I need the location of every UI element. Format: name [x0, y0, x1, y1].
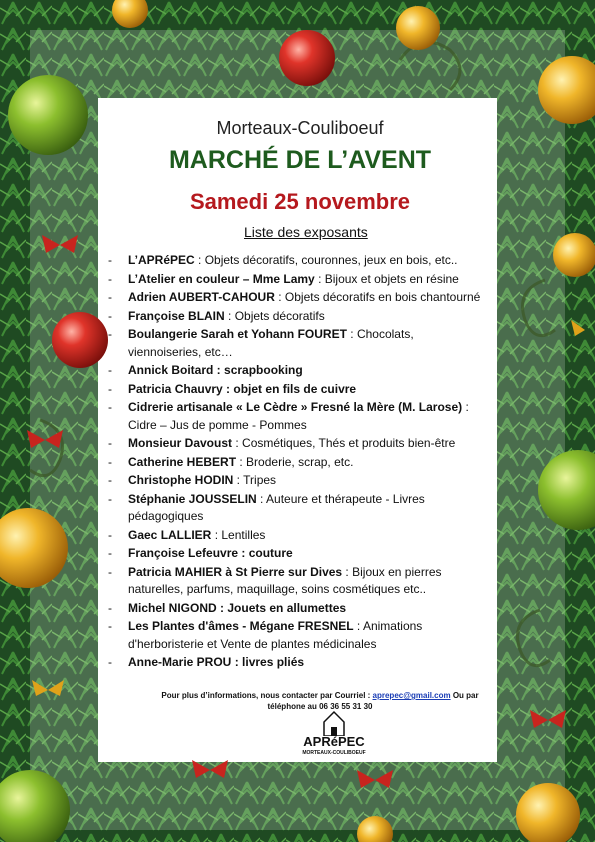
- exhibitor-separator: :: [213, 363, 225, 377]
- exhibitor-name: Monsieur Davoust: [128, 436, 233, 450]
- exhibitor-separator: :: [233, 473, 244, 487]
- exhibitor-name: Cidrerie artisanale « Le Cèdre » Fresné la Mère (M. Larose): [128, 400, 463, 414]
- town-name: Morteaux-Couliboeuf: [216, 118, 384, 138]
- exhibitor-description: Jouets en allumettes: [227, 600, 347, 615]
- exhibitor-item: [108, 362, 490, 380]
- contact-prefix: Pour plus d’informations, nous contacter par Courriel :: [161, 691, 373, 700]
- exhibitor-name: Boulangerie Sarah et Yohann FOURET: [128, 327, 347, 341]
- exhibitor-name: L’Atelier en couleur – Mme Lamy: [128, 271, 315, 286]
- exhibitor-item: [108, 600, 490, 618]
- exhibitor-description: Auteure et thérapeute - Livres pédagogiques: [128, 491, 425, 523]
- exhibitor-separator: :: [314, 271, 325, 286]
- exhibitor-name: Stéphanie JOUSSELIN: [128, 491, 257, 506]
- exhibitor-separator: :: [353, 619, 363, 633]
- exhibitor-item: [108, 654, 490, 672]
- exhibitor-separator: :: [231, 655, 243, 669]
- exhibitor-item: [108, 491, 490, 526]
- exhibitor-separator: :: [194, 253, 205, 267]
- exhibitor-name: Anne-Marie PROU: [128, 655, 232, 669]
- exhibitor-separator: :: [222, 381, 234, 396]
- exhibitor-item: [108, 326, 490, 361]
- exhibitor-name: Adrien AUBERT-CAHOUR: [128, 290, 275, 304]
- exhibitor-name: Catherine HEBERT: [128, 454, 237, 469]
- exhibitor-description: Objets décoratifs, couronnes, jeux en bois, etc..: [204, 253, 458, 267]
- exhibitor-name: Gaec LALLIER: [128, 527, 212, 542]
- exhibitor-separator: :: [274, 290, 285, 304]
- exhibitor-item: [108, 308, 490, 326]
- exhibitor-list-title: Liste des exposants: [244, 224, 368, 240]
- exhibitor-description: Bijoux en pierres naturelles, parfums, maquillage, soins cosmétiques etc..: [128, 564, 442, 596]
- exhibitor-description: Cosmétiques, Thés et produits bien-être: [242, 436, 456, 450]
- exhibitor-item: [108, 252, 490, 270]
- exhibitor-separator: :: [216, 600, 228, 615]
- exhibitor-item: [108, 527, 490, 545]
- contact-phone: Ou par téléphone au 06 36 55 31 30: [267, 691, 479, 711]
- exhibitor-name: Françoise BLAIN: [128, 308, 225, 323]
- exhibitor-item: [108, 399, 490, 434]
- exhibitor-description: Lentilles: [221, 527, 266, 542]
- exhibitor-item: [108, 545, 490, 563]
- exhibitor-separator: :: [224, 308, 235, 323]
- exhibitor-item: [108, 618, 490, 653]
- logo-subtitle: MORTEAUX-COULIBOEUF: [302, 750, 366, 756]
- exhibitor-item: [108, 435, 490, 453]
- contact-info: [150, 690, 490, 712]
- logo-wordmark: APRéPEC: [303, 734, 365, 749]
- exhibitor-description: objet en fils de cuivre: [233, 381, 357, 396]
- exhibitor-separator: :: [238, 546, 249, 560]
- exhibitor-name: Patricia Chauvry: [128, 381, 223, 396]
- exhibitor-description: Broderie, scrap, etc.: [246, 454, 354, 469]
- exhibitor-description: couture: [248, 546, 293, 560]
- exhibitor-description: Objets décoratifs en bois chantourné: [284, 290, 481, 304]
- exhibitor-description: Cidre – Jus de pomme - Pommes: [128, 417, 307, 432]
- exhibitor-description: Tripes: [243, 473, 277, 487]
- exhibitor-item: [108, 472, 490, 490]
- exhibitor-name: Françoise Lefeuvre: [128, 546, 239, 560]
- house-logo-icon: [294, 710, 374, 736]
- exhibitor-name: Michel NIGOND: [128, 600, 217, 615]
- exhibitor-separator: :: [462, 400, 469, 414]
- exhibitor-item: [108, 454, 490, 472]
- exhibitor-description: Animations d'herboristerie et Vente de plantes médicinales: [128, 619, 423, 651]
- exhibitor-name: Les Plantes d'âmes - Mégane FRESNEL: [128, 619, 354, 633]
- exhibitor-separator: :: [211, 527, 222, 542]
- exhibitor-description: Bijoux et objets en résine: [324, 271, 459, 286]
- association-logo: [294, 710, 374, 760]
- event-title: MARCHÉ DE L’AVENT: [168, 146, 432, 174]
- exhibitor-separator: :: [236, 454, 247, 469]
- exhibitor-separator: :: [256, 491, 267, 506]
- event-date: Samedi 25 novembre: [189, 189, 411, 214]
- exhibitor-description: livres pliés: [242, 655, 305, 669]
- exhibitor-item: [108, 289, 490, 307]
- exhibitor-list: [108, 252, 490, 673]
- exhibitor-item: [108, 271, 490, 289]
- exhibitor-name: Patricia MAHIER à St Pierre sur Dives: [128, 564, 343, 579]
- exhibitor-description: Chocolats, viennoiseries, etc…: [128, 327, 414, 359]
- exhibitor-separator: :: [342, 564, 353, 579]
- exhibitor-item: [108, 381, 490, 399]
- exhibitor-description: Objets décoratifs: [234, 308, 325, 323]
- exhibitor-name: Annick Boitard: [128, 363, 214, 377]
- exhibitor-name: L’APRéPEC: [128, 253, 195, 267]
- exhibitor-item: [108, 564, 490, 599]
- exhibitor-separator: :: [232, 436, 243, 450]
- contact-email-link[interactable]: aprepec@gmail.com: [372, 691, 451, 700]
- exhibitor-separator: :: [346, 327, 357, 341]
- exhibitor-name: Christophe HODIN: [128, 473, 234, 487]
- exhibitor-description: scrapbooking: [224, 363, 303, 377]
